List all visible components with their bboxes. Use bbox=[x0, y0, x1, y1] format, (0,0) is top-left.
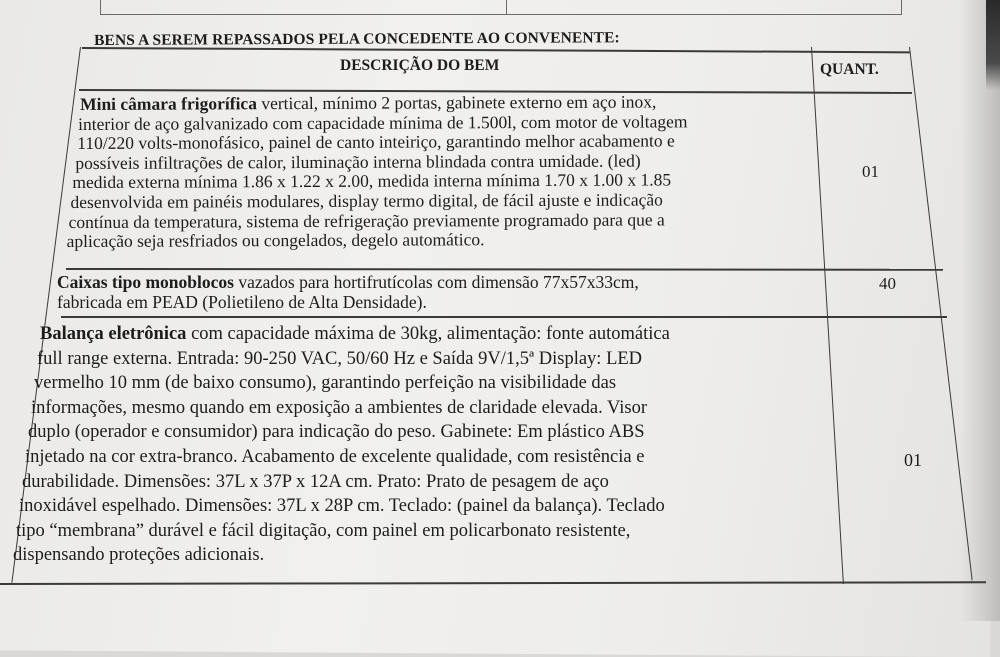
table-row-quantity: 40 bbox=[879, 274, 896, 293]
background-corner bbox=[986, 0, 1000, 90]
row2-bottom-border bbox=[61, 316, 947, 318]
item-name: Caixas tipo monoblocos bbox=[57, 272, 234, 292]
previous-table-divider bbox=[506, 0, 507, 14]
item-name: Balança eletrônica bbox=[40, 324, 187, 344]
header-quantity: QUANT. bbox=[820, 61, 879, 78]
item-name: Mini câmara frigorífica bbox=[79, 93, 257, 114]
table-row-description: Balança eletrônica com capacidade máxima de 30kg, alimentação: fonte automática full range externa. Entrada: 90-250 VAC, 50/60 Hz e Saída 9V/1,5ª Display: LED vermelho 10 mm (de baixo consumo), garantindo perfeição na visibilidade das informações, mesmo quando em exposição a ambientes de claridade elevada. Visor duplo (operador e consumidor) para indicação do peso. Gabinete: Em plástico ABS injetado na cor extra-branco. Acabamento de excelente qualidade, com resistência e durabilidade. Dimensões: 37L x 37P x 12A cm. Prato: Prato de pesagem de aço inoxidável espelhado. Dimensões: 37L x 28P cm. Teclado: (painel da balança). Teclado tipo “membrana” durável e fácil digitação, com painel em policarbonato resistente, dispensando proteções adicionais. bbox=[13, 324, 670, 566]
table-row-description: Mini câmara frigorífica vertical, mínimo 2 portas, gabinete externo em aço inox, interior de aço galvanizado com capacidade mínima de 1.500l, com motor de voltagem 110/220 volts-monofásico, painel de canto inteiriço, garantindo melhor acabamento e possíveis infiltrações de calor, iluminação interna blindada contra umidade. (led) medida externa mínima 1.86 x 1.22 x 2.00, medida interna mínima 1.70 x 1.00 x 1.85 desenvolvida em painéis modulares, display termo digital, de fácil ajuste e indicação contínua da temperatura, sistema de refrigeração previamente programado para que a aplicação seja resfriados ou congelados, degelo automático. bbox=[66, 91, 688, 252]
section-title: BENS A SEREM REPASSADOS PELA CONCEDENTE AO CONVENENTE: bbox=[94, 29, 620, 49]
table-row-quantity: 01 bbox=[862, 162, 879, 181]
table-row-quantity: 01 bbox=[904, 450, 922, 470]
header-description: DESCRIÇÃO DO BEM bbox=[340, 57, 500, 74]
previous-table-fragment bbox=[100, 0, 902, 15]
table-row-description: Caixas tipo monoblocos vazados para hortifrutícolas com dimensão 77x57x33cm, fabricada em PEAD (Polietileno de Alta Densidade). bbox=[57, 272, 639, 312]
